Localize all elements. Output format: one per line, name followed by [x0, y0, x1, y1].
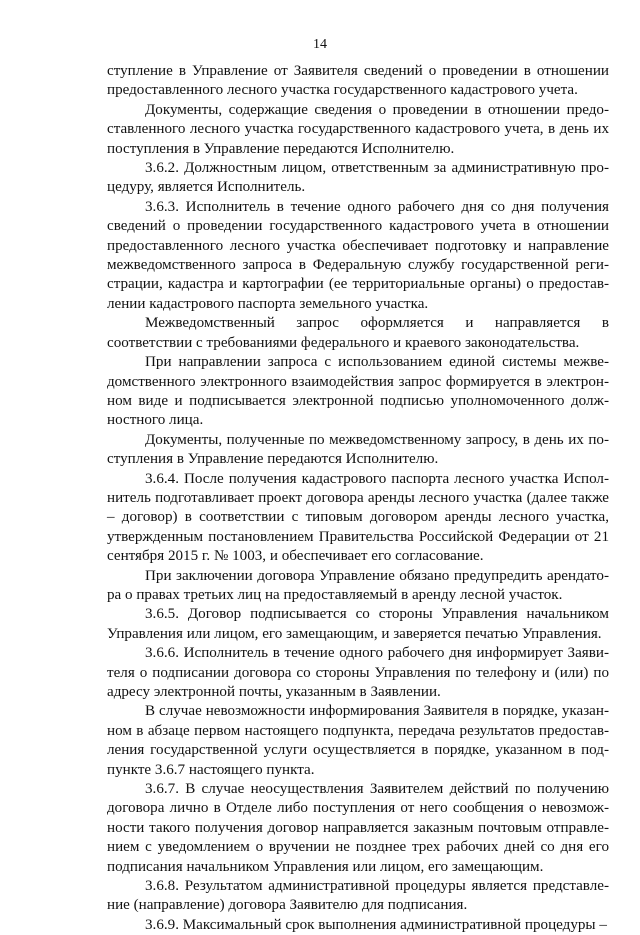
paragraph-third-party-rights: При заключении договора Управление обязано предупредить арендатора о правах третьих лиц на предоставляемый в аренду лесной участок.: [107, 567, 609, 603]
paragraph-3-6-3: 3.6.3. Исполнитель в течение одного рабочего дня со дня получения сведений о проведении государственного кадастрового учета в отношении предоставленного лесного участка обеспечивает подготовку и направление межведомственного запроса в Федеральную службу государственной регистрации, кадастра и картографии (ее территориальные органы) о предоставлении кадастрового паспорта земельного участка.: [107, 198, 609, 312]
paragraph-inability-to-inform: В случае невозможности информирования Заявителя в порядке, указанном в абзаце первом настоящего подпункта, передача результатов предоставления государственной услуги осуществляется в порядке, указанном в подпункте 3.6.7 настоящего пункта.: [107, 703, 609, 778]
paragraph-3-6-9: 3.6.9. Максимальный срок выполнения административной процедуры –: [145, 916, 607, 933]
paragraph-3-6-8: 3.6.8. Результатом административной процедуры является представление (направление) договора Заявителю для подписания.: [107, 878, 609, 914]
paragraph-3-6-5: 3.6.5. Договор подписывается со стороны Управления начальником Управления или лицом, его замещающим, и заверяется печатью Управления.: [107, 606, 609, 642]
paragraph-electronic-request: При направлении запроса с использованием единой системы межведомственного электронного взаимодействия запрос формируется в электронном виде и подписывается электронной подписью уполномоченного должностного лица.: [107, 354, 609, 429]
paragraph-3-6-2: 3.6.2. Должностным лицом, ответственным за административную процедуру, является Исполнитель.: [107, 160, 609, 196]
paragraph-3-6-7: 3.6.7. В случае неосуществления Заявителем действий по получению договора лично в Отделе либо поступления от него сообщения о невозможности такого получения договор направляется заказным почтовым отправлением с уведомлением о вручении не позднее трех рабочих дней со дня его подписания начальником Управления или лицом, его замещающим.: [107, 781, 609, 875]
paragraph-3-6-4: 3.6.4. После получения кадастрового паспорта лесного участка Исполнитель подготавливает проект договора аренды лесного участка (далее также – договор) в соответствии с типовым договором аренды лесного участка, утвержденным постановлением Правительства Российской Федерации от 21 сентября 2015 г. № 1003, и обеспечивает его согласование.: [107, 470, 609, 565]
paragraph-continuation: ступление в Управление от Заявителя сведений о проведении в отношении предоставленного лесного участка государственного кадастрового учета.: [107, 63, 609, 99]
paragraph-documents-cadastral: Документы, содержащие сведения о проведении в отношении предоставленного лесного участка государственного кадастрового учета, в день их поступления в Управление передаются Исполнителю.: [107, 101, 609, 157]
page-number: 14: [313, 37, 327, 52]
document-body: [107, 62, 609, 935]
paragraph-received-documents: Документы, полученные по межведомственному запросу, в день их поступления в Управление передаются Исполнителю.: [107, 431, 609, 468]
paragraph-interagency-request: Межведомственный запрос оформляется и направляется в соответствии с требованиями федерального и краевого законодательства.: [107, 315, 609, 351]
paragraph-3-6-6: 3.6.6. Исполнитель в течение одного рабочего дня информирует Заявителя о подписании договора со стороны Управления по телефону и (или) по адресу электронной почты, указанным в Заявлении.: [107, 645, 609, 700]
